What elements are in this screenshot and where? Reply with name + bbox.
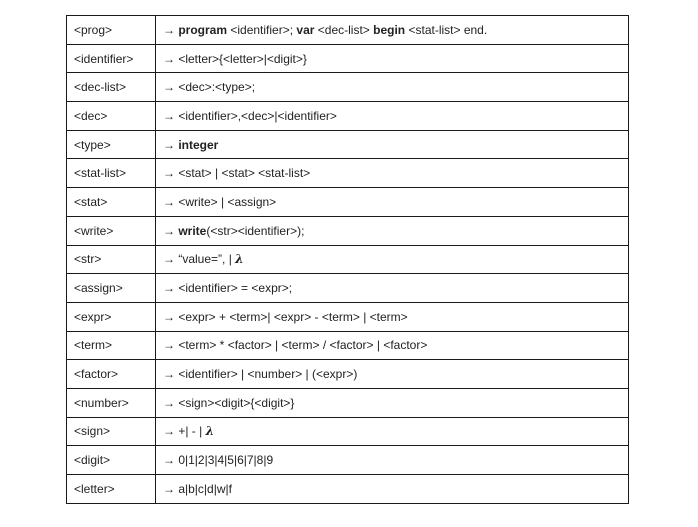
production-cell <box>156 16 629 45</box>
rule-text: (<str><identifier>); <box>206 223 305 238</box>
production-cell <box>156 360 629 389</box>
rule-text: → <dec>:<type>; <box>163 80 256 95</box>
nonterminal-cell: <type> <box>67 130 156 159</box>
nonterminal-cell: <number> <box>67 388 156 417</box>
table-row <box>67 446 629 475</box>
nonterminal-cell: <write> <box>67 216 156 245</box>
rule-text: → <letter>{<letter>|<digit>} <box>163 51 307 66</box>
table-row <box>67 44 629 73</box>
rule-text: → a|b|c|d|w|f <box>163 481 232 496</box>
nonterminal-cell: <assign> <box>67 274 156 303</box>
table-row <box>67 417 629 446</box>
production-cell <box>156 245 629 274</box>
rule-text: → <identifier> | <number> | (<expr>) <box>163 367 358 382</box>
nonterminal-cell: <digit> <box>67 446 156 475</box>
rule-text: → <term> * <factor> | <term> / <factor> | <factor> <box>163 338 428 353</box>
nonterminal-cell: <stat-list> <box>67 159 156 188</box>
rule-text: → <sign><digit>{<digit>} <box>163 395 295 410</box>
production-cell <box>156 102 629 131</box>
grammar-table-body <box>67 16 629 504</box>
rule-text: → <stat> | <stat> <stat-list> <box>163 166 311 181</box>
nonterminal-cell: <expr> <box>67 302 156 331</box>
rule-text: → <box>163 22 179 37</box>
table-row <box>67 216 629 245</box>
rule-text: → +| - | <box>163 424 206 439</box>
production-cell <box>156 188 629 217</box>
nonterminal-cell: <prog> <box>67 16 156 45</box>
nonterminal-cell: <factor> <box>67 360 156 389</box>
table-row <box>67 274 629 303</box>
production-cell <box>156 216 629 245</box>
rule-text: → <identifier> = <expr>; <box>163 281 293 296</box>
rule-text: → <identifier>,<dec>|<identifier> <box>163 108 337 123</box>
keyword-text: var <box>296 22 315 37</box>
rule-text: → <write> | <assign> <box>163 194 277 209</box>
keyword-text: integer <box>178 137 219 152</box>
production-cell <box>156 159 629 188</box>
rule-text: → <expr> + <term>| <expr> - <term> | <term> <box>163 309 408 324</box>
production-cell <box>156 388 629 417</box>
lambda-symbol: λ <box>235 252 244 267</box>
table-row <box>67 130 629 159</box>
table-row <box>67 388 629 417</box>
production-cell <box>156 130 629 159</box>
production-cell <box>156 331 629 360</box>
nonterminal-cell: <dec-list> <box>67 73 156 102</box>
table-row <box>67 188 629 217</box>
production-cell <box>156 302 629 331</box>
table-row <box>67 302 629 331</box>
rule-text: <identifier>; <box>227 22 297 37</box>
production-cell <box>156 73 629 102</box>
keyword-text: begin <box>373 22 406 37</box>
production-cell <box>156 446 629 475</box>
table-row <box>67 475 629 504</box>
production-cell <box>156 274 629 303</box>
table-row <box>67 245 629 274</box>
table-row <box>67 102 629 131</box>
grammar-table <box>66 15 629 504</box>
rule-text: → <box>163 223 179 238</box>
rule-text: → 0|1|2|3|4|5|6|7|8|9 <box>163 453 274 468</box>
table-row <box>67 73 629 102</box>
nonterminal-cell: <term> <box>67 331 156 360</box>
table-row <box>67 360 629 389</box>
nonterminal-cell: <sign> <box>67 417 156 446</box>
nonterminal-cell: <identifier> <box>67 44 156 73</box>
nonterminal-cell: <dec> <box>67 102 156 131</box>
table-row <box>67 159 629 188</box>
rule-text: <dec-list> <box>314 22 374 37</box>
rule-text: <stat-list> end. <box>405 22 488 37</box>
rule-text: → “value=”, | <box>163 252 236 267</box>
nonterminal-cell: <letter> <box>67 475 156 504</box>
keyword-text: write <box>178 223 207 238</box>
production-cell <box>156 44 629 73</box>
rule-text: → <box>163 137 179 152</box>
keyword-text: program <box>178 22 228 37</box>
lambda-symbol: λ <box>205 424 214 439</box>
nonterminal-cell: <str> <box>67 245 156 274</box>
table-row <box>67 16 629 45</box>
production-cell <box>156 475 629 504</box>
production-cell <box>156 417 629 446</box>
table-row <box>67 331 629 360</box>
nonterminal-cell: <stat> <box>67 188 156 217</box>
